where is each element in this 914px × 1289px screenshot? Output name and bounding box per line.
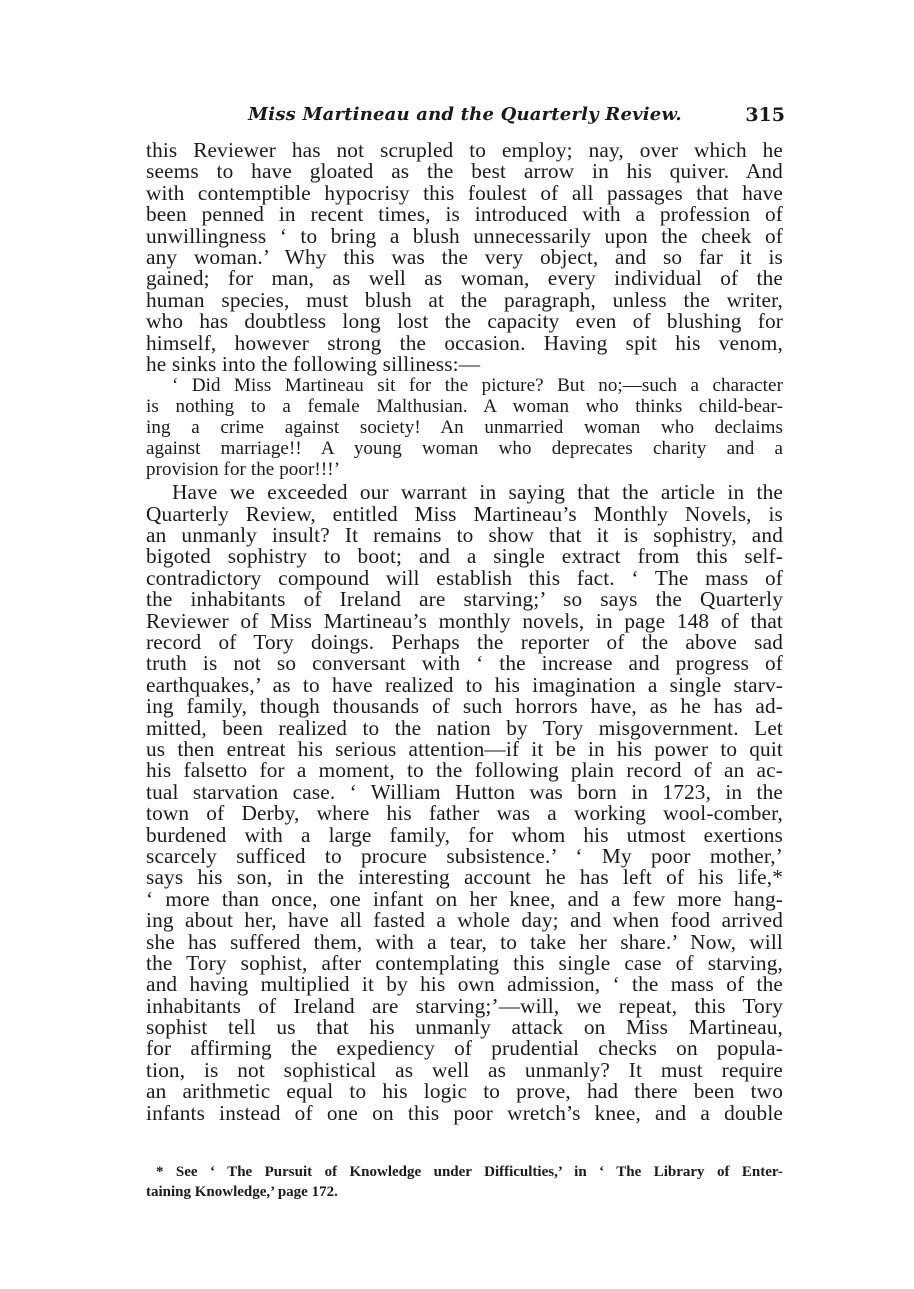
- text-line: his falsetto for a moment, to the following plain record of an ac-: [146, 758, 783, 783]
- text-line: ing about her, have all fasted a whole day; and when food arrived: [146, 908, 783, 933]
- text-line: himself, however strong the occasion. Having spit his venom,: [146, 330, 783, 355]
- text-line: been penned in recent times, is introduced with a profession of: [146, 202, 783, 227]
- footnote: [146, 1162, 783, 1202]
- text-line: burdened with a large family, for whom his utmost exertions: [146, 822, 783, 847]
- text-line: mitted, been realized to the nation by Tory misgovernment. Let: [146, 715, 783, 740]
- text-line: an unmanly insult? It remains to show that it is sophistry, and: [146, 523, 783, 548]
- body-text: [146, 140, 783, 1124]
- text-line: the Tory sophist, after contemplating this single case of starving,: [146, 950, 783, 975]
- text-line: any woman.’ Why this was the very object, and so far it is: [146, 244, 783, 269]
- text-line: for affirming the expediency of prudential checks on popula-: [146, 1036, 783, 1061]
- text-line: town of Derby, where his father was a working wool-comber,: [146, 801, 783, 826]
- text-line: she has suffered them, with a tear, to take her share.’ Now, will: [146, 929, 783, 954]
- paragraph-1: [146, 140, 783, 375]
- text-line: this Reviewer has not scrupled to employ; nay, over which he: [146, 138, 783, 162]
- footnote-line: taining Knowledge,’ page 172.: [146, 1184, 338, 1200]
- text-line: who has doubtless long lost the capacity even of blushing for: [146, 309, 783, 334]
- text-line: scarcely sufficed to procure subsistence.’ ‘ My poor mother,’: [146, 843, 783, 868]
- text-line: ing family, though thousands of such horrors have, as he has ad-: [146, 694, 783, 719]
- text-line: infants instead of one on this poor wretch’s knee, and a double: [146, 1100, 783, 1125]
- quote-line: is nothing to a female Malthusian. A woman who thinks child-bear-: [146, 396, 783, 418]
- text-line: sophist tell us that his unmanly attack on Miss Martineau,: [146, 1015, 783, 1040]
- text-line: inhabitants of Ireland are starving;’—will, we repeat, this Tory: [146, 993, 783, 1018]
- text-line: Have we exceeded our warrant in saying that the article in the: [172, 480, 783, 505]
- quote-line: provision for the poor!!!’: [146, 459, 341, 481]
- text-line: says his son, in the interesting account he has left of his life,*: [146, 865, 783, 890]
- text-line: Quarterly Review, entitled Miss Martineau’s Monthly Novels, is: [146, 501, 783, 526]
- block-quote: [146, 375, 783, 480]
- text-line: ‘ more than once, one infant on her knee, and a few more hang-: [146, 886, 783, 911]
- text-line: the inhabitants of Ireland are starving;’ so says the Quarterly: [146, 587, 783, 612]
- text-line: tion, is not sophistical as well as unmanly? It must require: [146, 1057, 783, 1082]
- running-title: Miss Martineau and the Quarterly Review.: [248, 104, 682, 125]
- text-line: with contemptible hypocrisy this foulest of all passages that have: [146, 180, 783, 205]
- paragraph-2: [146, 482, 783, 1124]
- quote-line: against marriage!! A young woman who deprecates charity and a: [146, 438, 783, 460]
- text-line: he sinks into the following silliness:—: [146, 351, 481, 376]
- text-line: bigoted sophistry to boot; and a single extract from this self-: [146, 544, 783, 569]
- text-line: tual starvation case. ‘ William Hutton was born in 1723, in the: [146, 779, 783, 804]
- text-line: unwillingness ‘ to bring a blush unnecessarily upon the cheek of: [146, 223, 783, 248]
- text-line: us then entreat his serious attention—if it be in his power to quit: [146, 736, 783, 761]
- text-line: Reviewer of Miss Martineau’s monthly novels, in page 148 of that: [146, 608, 783, 633]
- running-head: [145, 104, 785, 134]
- text-line: truth is not so conversant with ‘ the increase and progress of: [146, 651, 783, 676]
- text-line: gained; for man, as well as woman, every individual of the: [146, 266, 783, 291]
- page-number: 315: [745, 104, 785, 126]
- text-line: earthquakes,’ as to have realized to his imagination a single starv-: [146, 672, 783, 697]
- footnote-line: * See ‘ The Pursuit of Knowledge under Difficulties,’ in ‘ The Library of Enter-: [156, 1164, 783, 1180]
- text-line: contradictory compound will establish this fact. ‘ The mass of: [146, 565, 783, 590]
- text-line: seems to have gloated as the best arrow in his quiver. And: [146, 159, 783, 184]
- text-line: record of Tory doings. Perhaps the reporter of the above sad: [146, 630, 783, 655]
- quote-line: ing a crime against society! An unmarried woman who declaims: [146, 417, 783, 439]
- text-line: human species, must blush at the paragraph, unless the writer,: [146, 287, 783, 312]
- text-line: an arithmetic equal to his logic to prove, had there been two: [146, 1079, 783, 1104]
- quote-line: ‘ Did Miss Martineau sit for the picture? But no;—such a character: [172, 375, 783, 397]
- text-line: and having multiplied it by his own admission, ‘ the mass of the: [146, 972, 783, 997]
